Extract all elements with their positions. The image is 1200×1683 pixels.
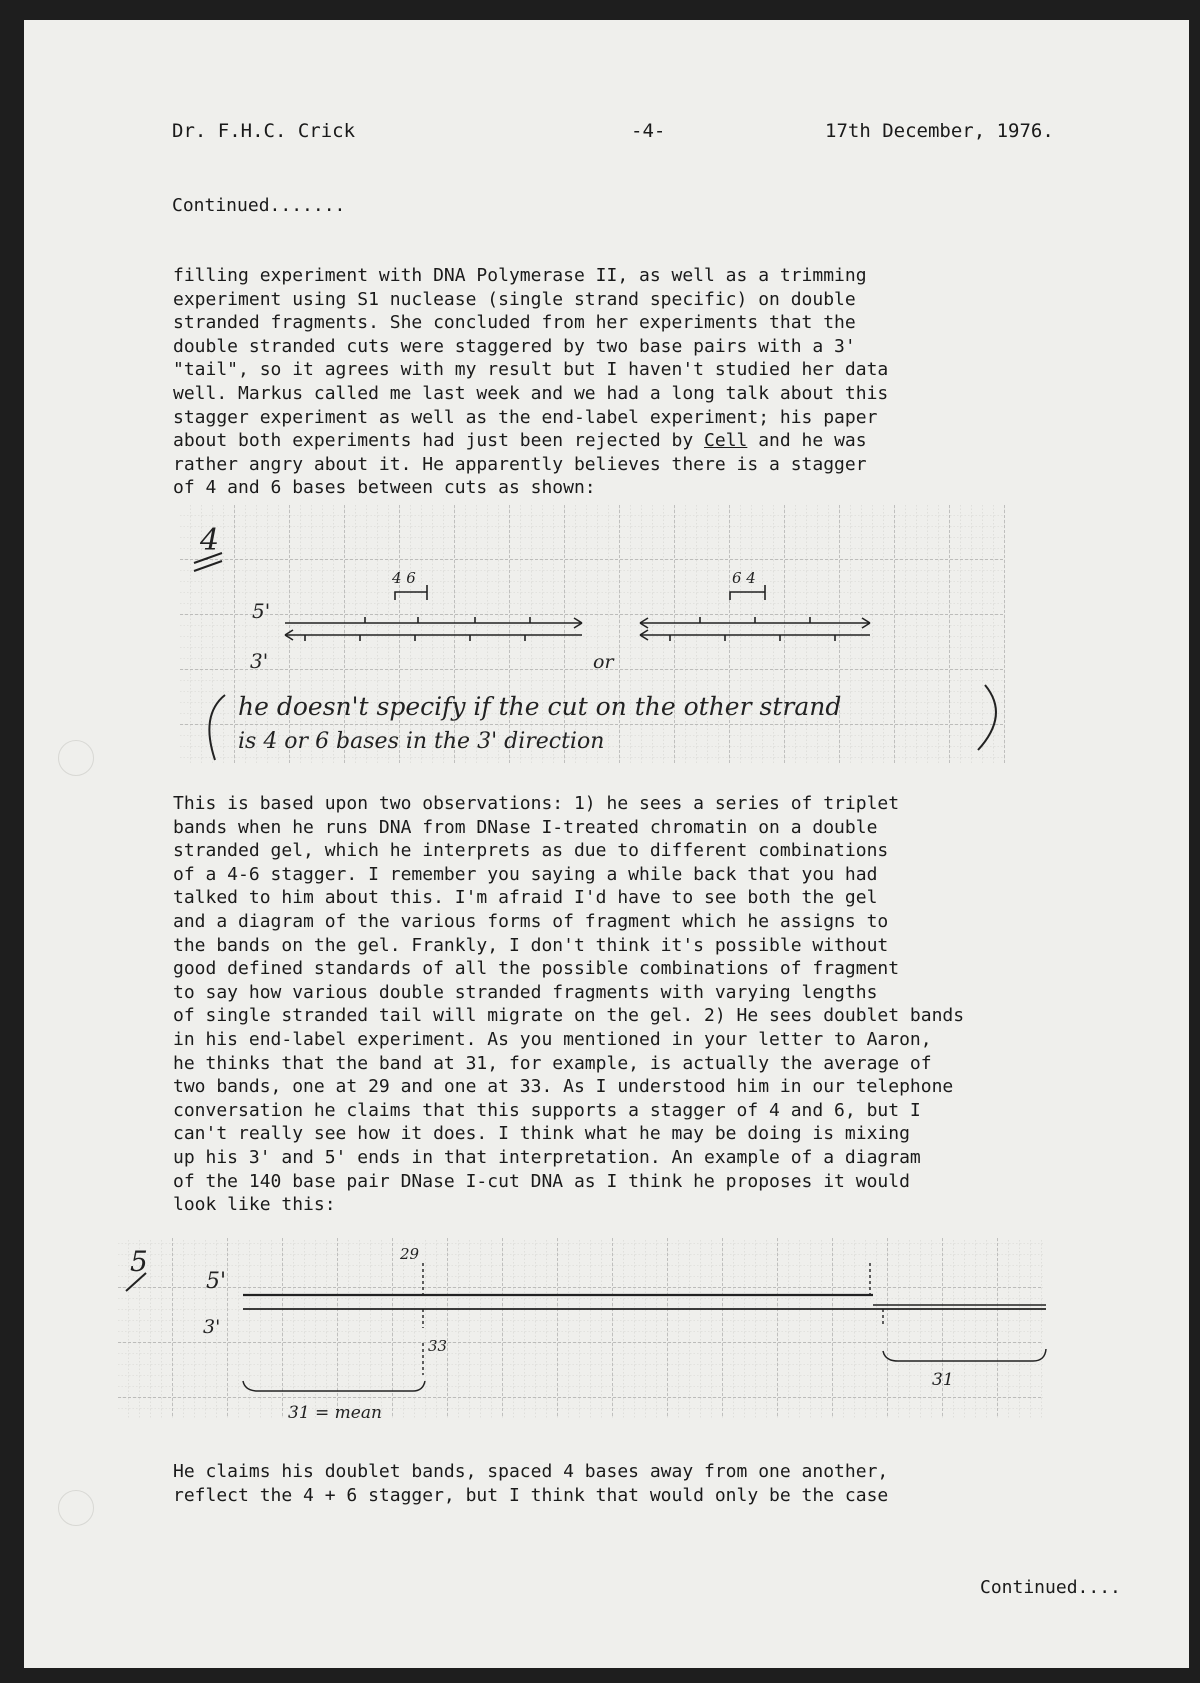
- figure-1-label-3prime: 3': [250, 649, 269, 673]
- figure-2-label-31: 31: [932, 1370, 954, 1390]
- figure-2-label-33: 33: [428, 1337, 448, 1355]
- figure-1-note-line-1: he doesn't specify if the cut on the other strand: [238, 692, 842, 721]
- continued-bottom: Continued....: [980, 1577, 1121, 1598]
- figure-2-fragment-diagram: [118, 1233, 1093, 1423]
- paragraph-1: [173, 264, 1093, 500]
- continued-top: Continued.......: [172, 195, 346, 216]
- figure-2-label-3prime: 3': [203, 1316, 221, 1338]
- punch-hole-mark: [58, 740, 94, 776]
- figure-1-margin-mark: 4: [200, 523, 220, 558]
- figure-1-label-5prime: 5': [252, 599, 271, 623]
- figure-1-note-line-2: is 4 or 6 bases in the 3' direction: [238, 729, 605, 754]
- journal-name-cell: Cell: [704, 430, 748, 452]
- paragraph-1-text-b: and he was rather angry about it. He apparently believes there is a stagger of 4 and 6 bases between cuts as shown:: [173, 430, 867, 499]
- paragraph-3: He claims his doublet bands, spaced 4 bases away from one another, reflect the 4 + 6 stagger, but I think that would only be the case: [173, 1461, 889, 1506]
- figure-2-label-5prime: 5': [206, 1269, 227, 1294]
- figure-2-label-mean: 31 = mean: [288, 1403, 382, 1423]
- header-recipient: Dr. F.H.C. Crick: [172, 120, 356, 142]
- figure-2-margin-mark: 5: [130, 1245, 148, 1278]
- left-stagger-label: 4 6: [392, 569, 416, 587]
- figure-1-stagger-diagram: [180, 505, 1010, 770]
- header-page-number: -4-: [631, 120, 666, 142]
- figure-2-label-29: 29: [400, 1245, 420, 1263]
- paragraph-1-text-a: filling experiment with DNA Polymerase II, as well as a trimming experiment using S1 nuclease (single strand specific) on double stranded fragments. She concluded from her experiments that the double stranded cuts were staggered by two base pairs with a 3' "tail", so it agrees with my result but I haven't studied her data well. Markus called me last week and we had a long talk about this stagger experiment as well as the end-label experiment; his paper about both experiments had just been rejected by: [173, 265, 889, 452]
- header-date: 17th December, 1976.: [825, 120, 1054, 142]
- paragraph-2: This is based upon two observations: 1) he sees a series of triplet bands when he runs DNA from DNase I-treated chromatin on a double stranded gel, which he interprets as due to different combinations of a 4-6 stagger. I remember you saying a while back that you had talked to him about this. I'm afraid I'd have to see both the gel and a diagram of the various forms of fragment which he assigns to the bands on the gel. Frankly, I don't think it's possible without good defined standards of all the possible combinations of fragment to say how various double stranded fragments with varying lengths of single stranded tail will migrate on the gel. 2) He sees doublet bands in his end-label experiment. As you mentioned in your letter to Aaron, he thinks that the band at 31, for example, is actually the average of two bands, one at 29 and one at 33. As I understood him in our telephone conversation he claims that this supports a stagger of 4 and 6, but I can't really see how it does. I think what he may be doing is mixing up his 3' and 5' ends in that interpretation. An example of a diagram of the 140 base pair DNase I-cut DNA as I think he proposes it would look like this:: [173, 793, 965, 1216]
- right-stagger-label: 6 4: [732, 569, 756, 587]
- punch-hole-mark: [58, 1490, 94, 1526]
- figure-1-or-label: or: [593, 651, 614, 673]
